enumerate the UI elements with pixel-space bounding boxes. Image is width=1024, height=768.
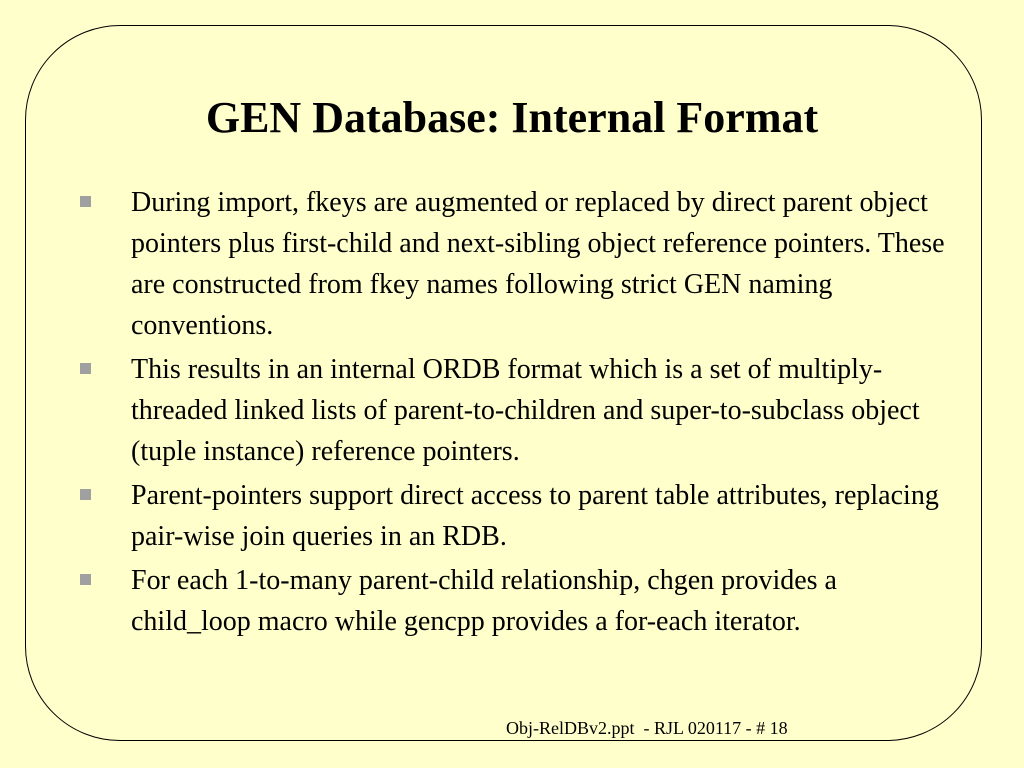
- square-bullet-icon: [80, 196, 91, 207]
- slide-footer: Obj-RelDBv2.ppt - RJL 020117 - # 18: [506, 718, 788, 738]
- square-bullet-icon: [80, 574, 91, 585]
- slide-title: GEN Database: Internal Format: [205, 93, 819, 142]
- bullet-text: For each 1-to-many parent-child relationship, chgen provides a child_loop macro while gencpp provides a for-each iterator.: [131, 565, 837, 637]
- bullet-item: [80, 560, 950, 642]
- square-bullet-icon: [80, 489, 91, 500]
- bullet-item: [80, 475, 950, 557]
- bullet-list: [80, 182, 950, 645]
- bullet-item: [80, 182, 950, 346]
- bullet-text: Parent-pointers support direct access to parent table attributes, replacing pair-wise join queries in an RDB.: [131, 480, 939, 552]
- square-bullet-icon: [80, 363, 91, 374]
- bullet-item: [80, 349, 950, 472]
- bullet-text: During import, fkeys are augmented or replaced by direct parent object pointers plus first-child and next-sibling object reference pointers. These are constructed from fkey names following strict GEN naming conventions.: [131, 187, 945, 341]
- bullet-text: This results in an internal ORDB format which is a set of multiply-threaded linked lists of parent-to-children and super-to-subclass object (tuple instance) reference pointers.: [131, 354, 920, 467]
